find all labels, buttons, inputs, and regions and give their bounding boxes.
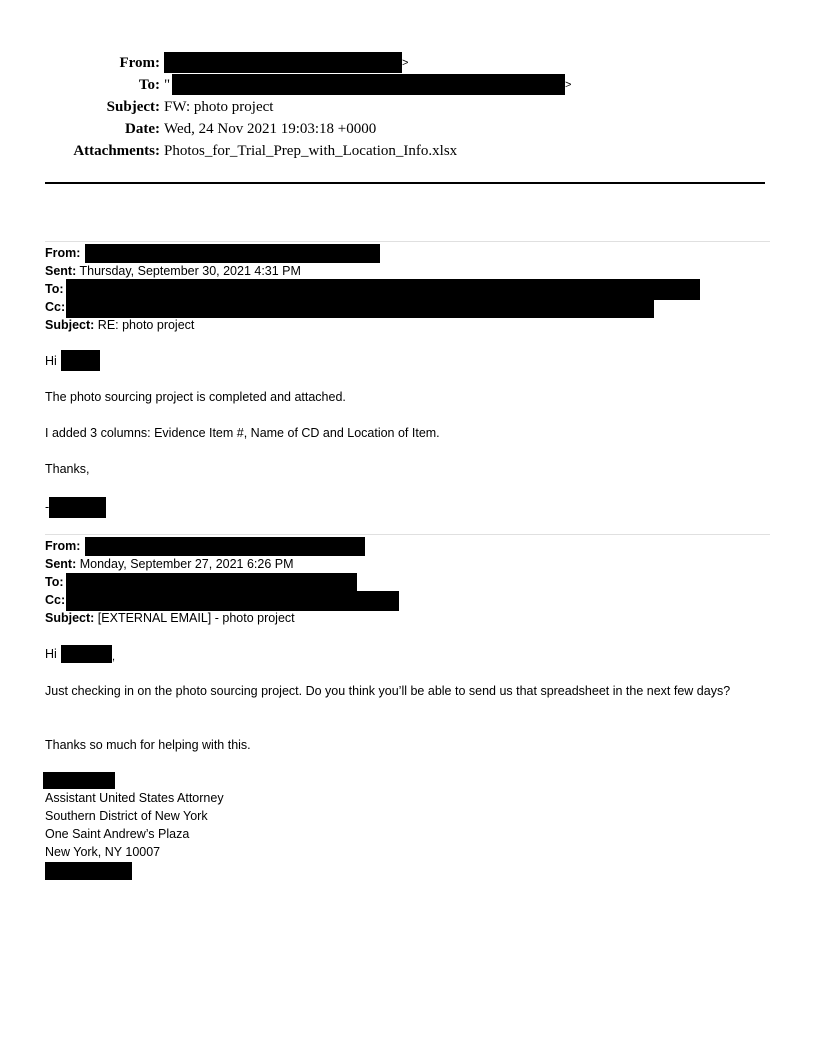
message1-to-line bbox=[45, 281, 64, 297]
message2-body1: Just checking in on the photo sourcing project. Do you think you’ll be able to send us that spreadsheet in the next few days? bbox=[45, 684, 731, 698]
message1-to-label: To: bbox=[45, 282, 64, 296]
message1-from-line bbox=[45, 245, 80, 261]
signature-address-line1: One Saint Andrew’s Plaza bbox=[45, 827, 190, 841]
message2-to-label: To: bbox=[45, 575, 64, 589]
redacted-block bbox=[43, 772, 115, 789]
message1-closing: Thanks, bbox=[45, 462, 90, 476]
message1-subject-line bbox=[45, 317, 194, 333]
signature-title: Assistant United States Attorney bbox=[45, 791, 224, 805]
message1-greeting bbox=[45, 353, 57, 369]
message2-sent-line bbox=[45, 556, 294, 572]
redacted-block bbox=[85, 537, 365, 556]
header-to-label: To: bbox=[138, 77, 160, 93]
message2-subject-label: Subject: bbox=[45, 611, 95, 625]
signature-address-line2: New York, NY 10007 bbox=[45, 845, 161, 859]
redacted-block bbox=[49, 497, 106, 518]
header-from-label: From: bbox=[119, 55, 160, 71]
message1-body1: The photo sourcing project is completed and attached. bbox=[45, 390, 346, 404]
message1-greeting-text: Hi bbox=[45, 354, 57, 368]
message1-cc-label: Cc: bbox=[45, 300, 66, 314]
message2-sent-label: Sent: bbox=[45, 557, 77, 571]
redacted-block bbox=[172, 74, 565, 95]
redacted-block bbox=[61, 350, 100, 371]
message1-cc-line bbox=[45, 299, 65, 315]
message2-greeting bbox=[45, 646, 57, 662]
message1-sent-value: Thursday, September 30, 2021 4:31 PM bbox=[79, 264, 301, 278]
message2-greeting-text: Hi bbox=[45, 647, 57, 661]
header-divider bbox=[45, 182, 765, 184]
message2-to-line bbox=[45, 574, 64, 590]
header-subject-value: FW: photo project bbox=[164, 99, 274, 115]
header-date-value: Wed, 24 Nov 2021 19:03:18 +0000 bbox=[164, 121, 377, 137]
message2-from-label: From: bbox=[45, 539, 81, 553]
header-date-label: Date: bbox=[125, 121, 160, 137]
redacted-block bbox=[66, 298, 654, 318]
redacted-block bbox=[45, 862, 132, 880]
header-date-row bbox=[0, 120, 816, 138]
redacted-block bbox=[61, 645, 112, 663]
header-to-prefix: " bbox=[164, 77, 171, 93]
message2-from-line bbox=[45, 538, 80, 554]
message1-sent-line bbox=[45, 263, 301, 279]
header-attachments-row bbox=[0, 142, 816, 160]
message-divider bbox=[45, 534, 770, 535]
message2-subject-line bbox=[45, 610, 295, 626]
message2-cc-line bbox=[45, 592, 65, 608]
message1-subject-value: RE: photo project bbox=[97, 318, 195, 332]
redacted-block bbox=[66, 591, 399, 611]
message1-from-label: From: bbox=[45, 246, 81, 260]
message1-sig-prefix: - bbox=[45, 500, 50, 514]
header-to-tail: > bbox=[565, 79, 572, 91]
header-attachments-value[interactable]: Photos_for_Trial_Prep_with_Location_Info.xlsx bbox=[164, 143, 458, 159]
redacted-block bbox=[164, 52, 402, 73]
message-divider bbox=[45, 241, 770, 242]
signature-office: Southern District of New York bbox=[45, 809, 208, 823]
redacted-block bbox=[66, 279, 700, 300]
header-from-tail: > bbox=[402, 57, 409, 69]
header-attachments-label: Attachments: bbox=[73, 143, 160, 159]
message2-subject-value: [EXTERNAL EMAIL] - photo project bbox=[97, 611, 295, 625]
message1-sent-label: Sent: bbox=[45, 264, 77, 278]
message2-greeting-tail: , bbox=[112, 651, 116, 663]
message1-body2: I added 3 columns: Evidence Item #, Name of CD and Location of Item. bbox=[45, 426, 440, 440]
message1-subject-label: Subject: bbox=[45, 318, 95, 332]
message2-cc-label: Cc: bbox=[45, 593, 66, 607]
header-subject-row bbox=[0, 98, 816, 116]
redacted-block bbox=[85, 244, 380, 263]
message2-sent-value: Monday, September 27, 2021 6:26 PM bbox=[79, 557, 294, 571]
header-subject-label: Subject: bbox=[106, 99, 160, 115]
message2-closing: Thanks so much for helping with this. bbox=[45, 738, 251, 752]
redacted-block bbox=[66, 573, 357, 592]
